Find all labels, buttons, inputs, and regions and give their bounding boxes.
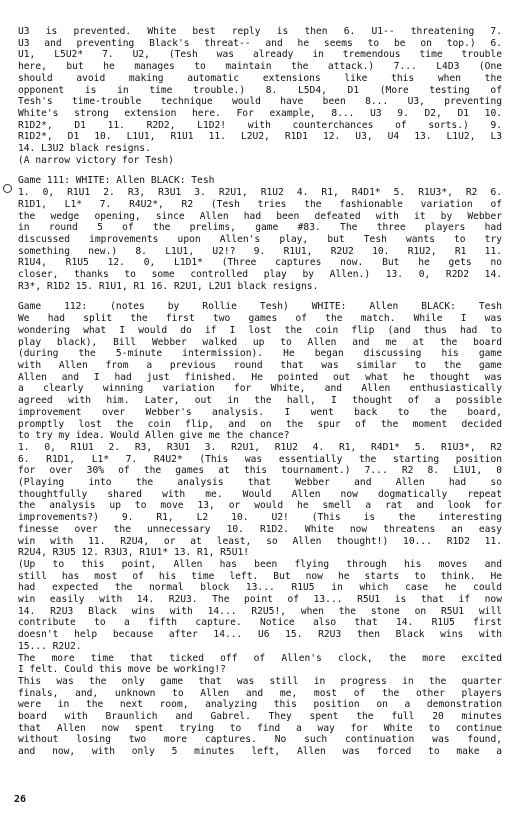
text-line: 6. R1D1, L1* 7. R4U2* (This was essentially the starting position	[18, 453, 502, 465]
text-line: board with Braunlich and Gabrel. They spent the full 20 minutes	[18, 711, 502, 723]
text-line: to try my idea. Would Allen give me the chance?	[18, 430, 290, 442]
document-page	[18, 26, 502, 758]
text-line: something new.) 8. L1U1, U2!? 9. R1U1, R2U2 10. R1U2, R1 11.	[18, 245, 502, 257]
text-line: I felt. Could this move be working!?	[18, 664, 226, 676]
text-line: 1. 0, R1U1 2. R3, R3U1 3. R2U1, R1U2 4. R1, R4D1* 5. R1U3*, R2	[18, 441, 502, 453]
text-line: U1, L5U2* 7. U2, (Tesh was already in tremendous time trouble	[18, 49, 502, 61]
text-line: without losing two more captures. No such continuation was found,	[18, 734, 502, 746]
text-line: 14. L3U2 black resigns.	[18, 143, 151, 155]
text-line: improvement over Webber's analysis. I went back to the board,	[18, 406, 502, 418]
text-line: play black), Bill Webber walked up to Allen and me at the board	[18, 336, 502, 348]
text-line: We had split the first two games of the match. While I was	[18, 313, 502, 325]
text-line: doesn't help because after 14... U6 15. R2U3 then Black wins with	[18, 629, 502, 641]
text-line: 14. R2U3 Black wins with 14... R2U5!, when the stone on R5U1 will	[18, 605, 502, 617]
game-heading: Game 111: WHITE: Allen BLACK: Tesh	[18, 175, 215, 187]
text-line: for over 30% of the games at this tournament.) 7... R2 8. L1U1, 0	[18, 465, 502, 477]
text-line: Allen and I had just finished. He pointed out what he thought was	[18, 371, 502, 383]
text-line: U3 is prevented. White best reply is then 6. U1-- threatening 7.	[18, 26, 502, 37]
text-line: agreed with him. Later, out in the hall, I thought of a possible	[18, 395, 502, 407]
text-line: (A narrow victory for Tesh)	[18, 154, 174, 166]
section-game-111	[18, 175, 502, 292]
text-line: a clearly winning variation for White, and Allen enthusiastically	[18, 383, 502, 395]
text-line: the wedge opening, since Allen had been defeated with it by Webber	[18, 210, 502, 222]
text-line: White's strong extension here. For example, 8... U3 9. D2, D1 10.	[18, 107, 502, 119]
text-line: finesse over the unnecessary 10. R1D2. White now threatens an easy	[18, 523, 502, 535]
game-heading: Game 112: (notes by Rollie Tesh) WHITE: Allen BLACK: Tesh	[18, 301, 502, 313]
text-line: discussed improvements upon Allen's play, but Tesh wants to try	[18, 233, 502, 245]
text-line: improvements?) 9. R1, L2 10. U2! (This is the interesting	[18, 512, 502, 524]
text-line: R2U4, R3U5 12. R3U3, R1U1* 13. R1, R5U1!	[18, 547, 250, 559]
text-line: The more time that ticked off of Allen's clock, the more excited	[18, 652, 502, 664]
text-line: U3 and preventing Black's threat-- and he seems to be on top.) 6.	[18, 37, 502, 49]
text-line: win with 11. R2U4, or at least, so Allen thought!) 10... R1D2 11.	[18, 535, 502, 547]
text-line: still has most of his time left. But now he starts to think. He	[18, 570, 502, 582]
text-line: and now, with only 5 minutes left, Allen was forced to make a	[18, 746, 502, 758]
text-line: should avoid making automatic extensions like this when the	[18, 72, 502, 84]
binder-hole-mark	[3, 184, 12, 193]
text-line: R1D2*, D1 11. R2D2, L1D2! with counterchances of sorts.) 9.	[18, 119, 502, 131]
text-line: 1. 0, R1U1 2. R3, R3U1 3. R2U1, R1U2 4. R1, R4D1* 5. R1U3*, R2 6.	[18, 187, 502, 199]
section-game-112	[18, 301, 502, 757]
text-line: the analysis up to move 13, or would he smell a rat and look for	[18, 500, 502, 512]
text-line: (Playing into the analysis that Webber and Allen had so	[18, 477, 502, 489]
text-line: wondering what I would do if I lost the coin flip (and thus had to	[18, 324, 502, 336]
text-line: R1U4, R1U5 12. 0, L1D1* (Three captures now. But he gets no	[18, 257, 502, 269]
text-line: opponent is in time trouble.) 8. L5D4, D1 (More testing of	[18, 84, 502, 96]
text-line: This was the only game that was still in progress in the quarter	[18, 675, 502, 687]
page-number: 26	[14, 794, 27, 805]
text-line: had expected the normal block 13... R1U5 in which case he could	[18, 582, 502, 594]
text-line: win easily with 14. R2U3. The point of 13... R5U1 is that if now	[18, 594, 502, 606]
text-line: 15... R2U2.	[18, 640, 82, 652]
text-line: here, but he manages to maintain the attack.) 7... L4D3 (One	[18, 61, 502, 73]
text-line: thoughtfully shared with me. Would Allen now dogmatically repeat	[18, 488, 502, 500]
text-line: R1D1, L1* 7. R4U2*, R2 (Tesh tries the fashionable variation of	[18, 198, 502, 210]
text-line: (Up to this point, Allen has been flying through his moves and	[18, 558, 502, 570]
text-line: (during the 5-minute intermission). He began discussing his game	[18, 348, 502, 360]
text-line: were in the next room, analyzing this position on a demonstration	[18, 699, 502, 711]
text-line: Tesh's time-trouble technique would have been 8... U3, preventing	[18, 96, 502, 108]
section-intro-notes	[18, 26, 502, 166]
text-line: that Allen now spent trying to find a way for White to continue	[18, 722, 502, 734]
text-line: with Allen from a previous round that was similar to the game	[18, 359, 502, 371]
text-line: promptly lost the coin flip, and on the spur of the moment decided	[18, 418, 502, 430]
text-line: contribute to a fifth capture. Notice also that 14. R1U5 first	[18, 617, 502, 629]
text-line: R1D2*, D1 10. L1U1, R1U1 11. L2U2, R1D1 12. U3, U4 13. L1U2, L3	[18, 131, 502, 143]
text-line: in round 5 of the prelims, game #83. The three players had	[18, 222, 502, 234]
text-line: R3*, R1D2 15. R1U1, R1 16. R2U1, L2U1 black resigns.	[18, 280, 319, 292]
text-line: closer, thanks to some controlled play by Allen.) 13. 0, R2D2 14.	[18, 269, 502, 281]
text-line: finals, and, unknown to Allen and me, most of the other players	[18, 687, 502, 699]
